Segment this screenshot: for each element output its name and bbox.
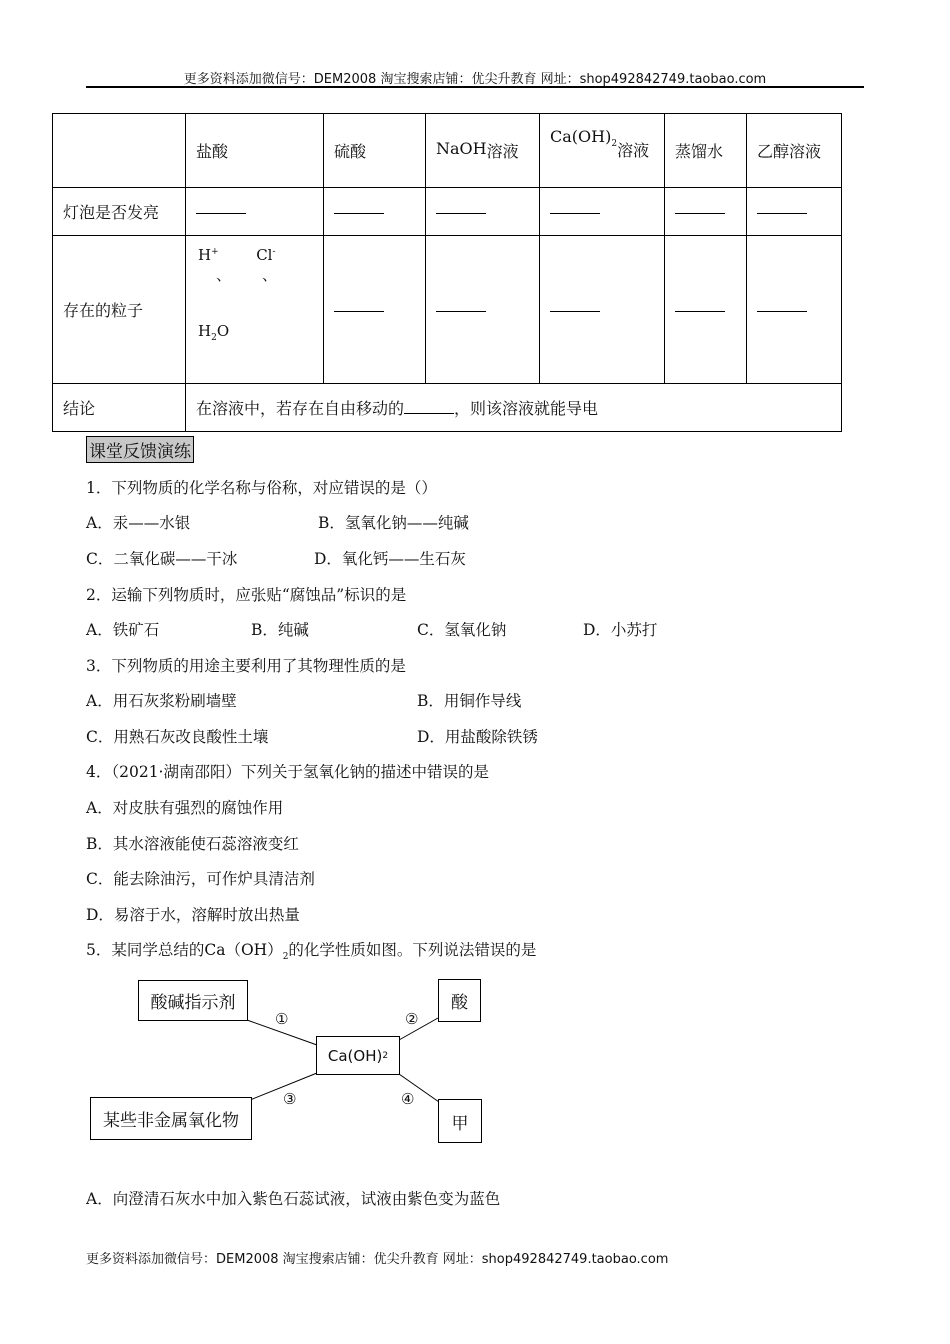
label-4: ④ [401,1090,415,1108]
diagram-box-oxides: 某些非金属氧化物 [90,1097,252,1140]
center-formula: Ca(OH) [327,1046,383,1065]
row-label-light: 灯泡是否发亮 [53,188,186,236]
ion-h-charge: + [211,247,219,257]
center-sub: 2 [382,1050,389,1061]
q4-option-b: B．其水溶液能使石蕊溶液变红 [86,835,299,853]
water-o: O [216,322,230,340]
diagram-box-indicator: 酸碱指示剂 [138,980,248,1021]
q4-option-a: A．对皮肤有强烈的腐蚀作用 [86,799,284,817]
col-ethanol: 乙醇溶液 [757,142,822,161]
row-label-conclusion: 结论 [53,384,186,432]
conclusion-text-a: 在溶液中，若存在自由移动的 [196,399,405,418]
conclusion-text-b: ，则该溶液就能导电 [454,399,599,418]
question-3: 3．下列物质的用途主要利用了其物理性质的是 [86,657,406,675]
q1-option-b: B．氢氧化钠——纯碱 [318,514,469,532]
q4-option-d: D．易溶于水，溶解时放出热量 [86,906,300,924]
separator: 、 [216,266,232,284]
col-water: 蒸馏水 [675,142,724,161]
page-header: 更多资料添加微信号：DEM2008 淘宝搜索店铺：优尖升教育 网址：shop492842749.taobao.com [183,72,767,87]
ion-h: H [198,246,212,264]
q5-text-pre: 5．某同学总结的Ca（OH） [86,941,283,959]
question-1: 1．下列物质的化学名称与俗称，对应错误的是（） [86,479,437,497]
q1-option-d: D．氧化钙——生石灰 [314,550,466,568]
question-2: 2．运输下列物质时，应张贴“腐蚀品”标识的是 [86,586,407,604]
q3-option-a: A．用石灰浆粉刷墙壁 [86,692,237,710]
col-caoh2-solution: 溶液 [617,140,650,160]
water-h: H [198,322,212,340]
section-title: 课堂反馈演练 [86,436,194,463]
q1-option-a: A．汞——水银 [86,514,191,532]
q2-option-a: A．铁矿石 [86,621,160,639]
diagram-box-jia: 甲 [438,1099,482,1143]
label-1: ① [275,1010,289,1028]
q2-option-d: D．小苏打 [583,621,658,639]
q2-option-c: C．氢氧化钠 [417,621,507,639]
water-sub: 2 [211,333,217,343]
q5-text-post: 的化学性质如图。下列说法错误的是 [288,941,537,959]
label-3: ③ [283,1090,297,1108]
diagram-box-center [316,1036,400,1075]
ion-cl-charge: - [272,247,276,257]
col-naoh-solution: 溶液 [486,142,519,161]
question-4: 4．（2021·湖南邵阳）下列关于氢氧化钠的描述中错误的是 [86,763,489,781]
col-naoh: NaOH [436,139,487,158]
separator: 、 [262,266,278,284]
q5-text-sub: 2 [282,952,289,963]
col-hcl: 盐酸 [196,142,229,161]
label-2: ② [405,1010,419,1028]
diagram-box-acid: 酸 [438,979,481,1022]
q3-option-d: D．用盐酸除铁锈 [417,728,538,746]
page-footer: 更多资料添加微信号：DEM2008 淘宝搜索店铺：优尖升教育 网址：shop492842749.taobao.com [86,1252,669,1267]
col-caoh2-formula: Ca(OH) [550,126,612,146]
q4-option-c: C．能去除油污，可作炉具清洁剂 [86,870,315,888]
ion-cl: Cl [256,246,273,264]
col-caoh2-sub: 2 [611,139,618,150]
q1-option-c: C．二氧化碳——干冰 [86,550,238,568]
row-label-particles: 存在的粒子 [53,236,186,384]
q2-option-b: B．纯碱 [251,621,309,639]
col-h2so4: 硫酸 [334,142,367,161]
q3-option-c: C．用熟石灰改良酸性土壤 [86,728,269,746]
q3-option-b: B．用铜作导线 [417,692,522,710]
q5-option-a: A．向澄清石灰水中加入紫色石蕊试液，试液由紫色变为蓝色 [86,1190,501,1208]
